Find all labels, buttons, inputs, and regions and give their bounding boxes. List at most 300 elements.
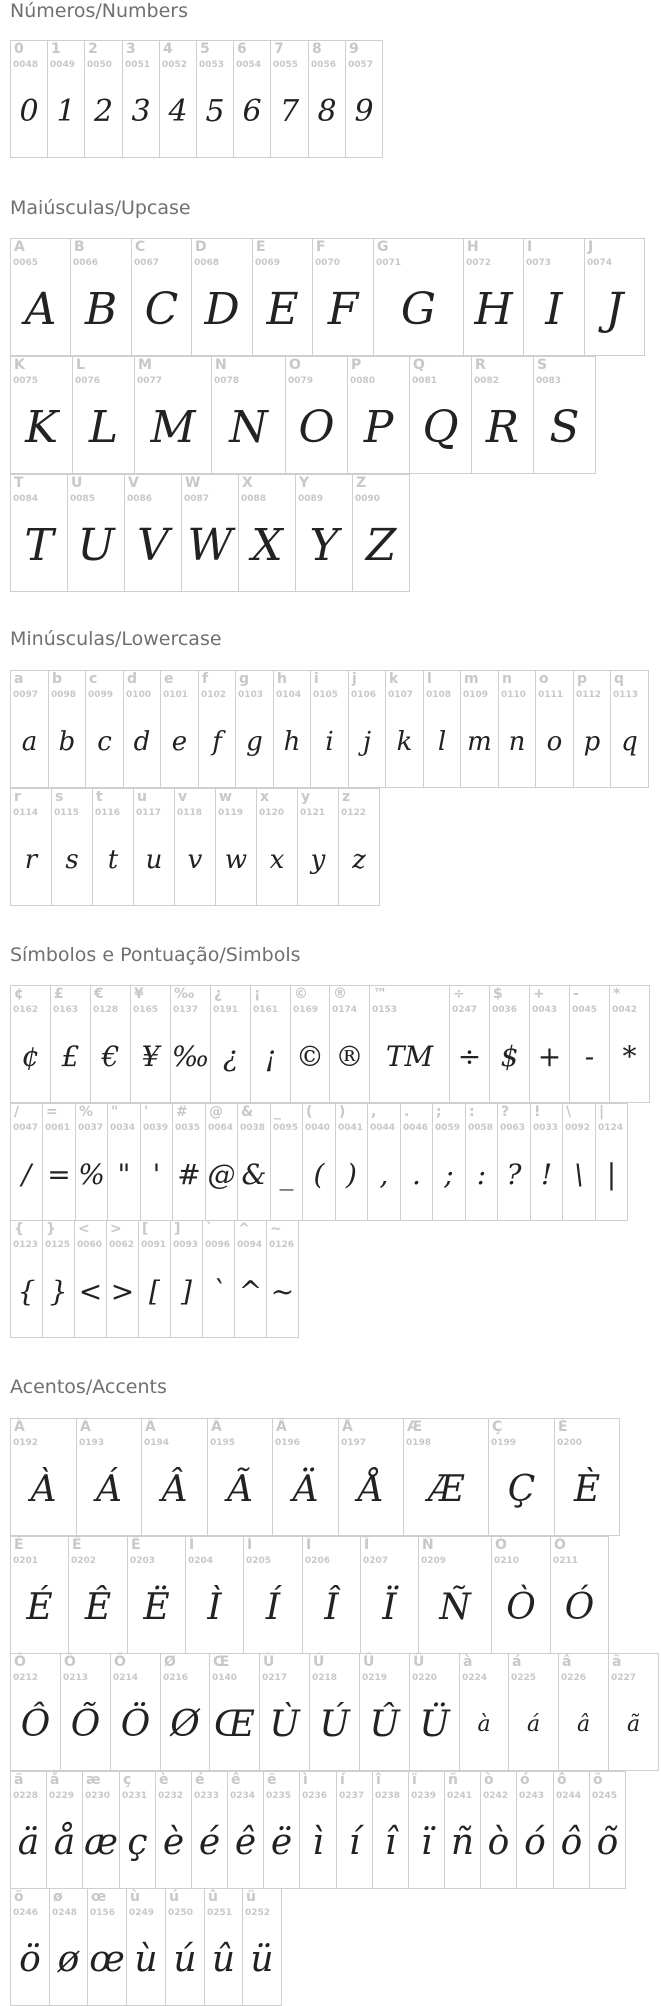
glyph-code-label: 0038	[240, 1123, 266, 1133]
glyph-sample: Ç	[507, 1469, 536, 1510]
glyph-code-label: 0251	[207, 1908, 233, 1918]
glyph-cell	[459, 1653, 509, 1771]
glyph-char-label: Ö	[114, 1654, 126, 1670]
glyph-sample: Ê	[84, 1587, 112, 1628]
glyph-cell	[70, 238, 132, 356]
glyph-code-label: 0126	[269, 1240, 295, 1250]
glyph-cell	[263, 1771, 300, 1889]
glyph-code-label: 0107	[388, 690, 414, 700]
glyph-code-label: 0227	[611, 1673, 637, 1683]
glyph-code-label: 0219	[362, 1673, 388, 1683]
glyph-cell	[10, 985, 51, 1103]
glyph-sample: Œ	[214, 1704, 255, 1745]
glyph-sample: ¢	[21, 1040, 40, 1073]
glyph-code-label: 0202	[71, 1556, 97, 1566]
glyph-code-label: 0249	[129, 1908, 155, 1918]
glyph-sample: .	[412, 1158, 421, 1191]
glyph-code-label: 0116	[95, 808, 121, 818]
glyph-code-label: 0058	[468, 1123, 494, 1133]
glyph-sample: ©	[296, 1040, 324, 1073]
glyph-sample: ü	[250, 1939, 274, 1980]
glyph-sample: #	[177, 1158, 201, 1191]
glyph-cell	[84, 40, 123, 158]
glyph-sample: Q	[422, 402, 459, 453]
glyph-char-label: a	[14, 671, 24, 687]
symbols-row	[10, 985, 649, 1102]
glyph-code-label: 0063	[500, 1123, 526, 1133]
glyph-sample: ÷	[457, 1040, 482, 1073]
glyph-char-label: d	[127, 671, 138, 687]
glyph-sample: ~	[270, 1275, 295, 1308]
glyph-cell	[312, 238, 374, 356]
glyph-code-label: 0071	[376, 258, 402, 268]
glyph-char-label: C	[135, 239, 146, 255]
glyph-sample: ‰	[171, 1040, 210, 1073]
glyph-sample: o	[546, 727, 563, 757]
glyph-sample: M	[150, 402, 196, 453]
glyph-sample: e	[171, 727, 188, 757]
glyph-char-label: ÷	[453, 986, 465, 1002]
glyph-code-label: 0079	[288, 376, 314, 386]
glyph-cell	[348, 670, 386, 788]
glyph-char-label: l	[427, 671, 432, 687]
glyph-cell	[10, 1103, 43, 1221]
glyph-sample: ì	[312, 1822, 324, 1863]
glyph-code-label: 0084	[13, 494, 39, 504]
glyph-sample: Ë	[143, 1587, 170, 1628]
glyph-sample: V	[137, 520, 169, 571]
glyph-code-label: 0086	[127, 494, 153, 504]
glyph-cell	[234, 1220, 267, 1338]
glyph-sample: Ø	[170, 1704, 200, 1745]
glyph-char-label: ù	[130, 1889, 140, 1905]
glyph-char-label: :	[469, 1104, 475, 1120]
glyph-code-label: 0093	[173, 1240, 199, 1250]
glyph-code-label: 0080	[350, 376, 376, 386]
glyph-char-label: €	[94, 986, 104, 1002]
glyph-cell	[553, 1771, 590, 1889]
glyph-cell	[204, 1888, 243, 2006]
glyph-code-label: 0242	[483, 1791, 509, 1801]
glyph-cell	[489, 985, 530, 1103]
glyph-char-label: K	[14, 357, 25, 373]
glyph-char-label: Ú	[313, 1654, 325, 1670]
glyph-code-label: 0192	[13, 1438, 39, 1448]
glyph-sample: a	[21, 727, 38, 757]
glyph-cell	[367, 1103, 401, 1221]
glyph-char-label: ~	[270, 1221, 282, 1237]
glyph-code-label: 0043	[532, 1005, 558, 1015]
glyph-char-label: Ã	[211, 1419, 222, 1435]
glyph-code-label: 0244	[556, 1791, 582, 1801]
glyph-sample: Ä	[292, 1469, 319, 1510]
glyph-code-label: 0213	[63, 1673, 89, 1683]
glyph-code-label: 0088	[241, 494, 267, 504]
glyph-cell	[535, 670, 574, 788]
glyph-sample: Á	[96, 1469, 122, 1510]
glyph-code-label: 0206	[305, 1556, 331, 1566]
glyph-char-label: ?	[501, 1104, 510, 1120]
glyph-cell	[352, 474, 410, 592]
glyph-char-label: h	[277, 671, 287, 687]
glyph-char-label: e	[164, 671, 174, 687]
glyph-sample: A	[24, 284, 57, 335]
glyph-char-label: 9	[349, 41, 359, 57]
glyph-char-label: T	[14, 475, 24, 491]
glyph-sample: _	[279, 1158, 294, 1191]
glyph-char-label: R	[475, 357, 486, 373]
glyph-cell	[360, 1536, 419, 1654]
glyph-cell	[49, 1888, 88, 2006]
glyph-code-label: 0083	[536, 376, 562, 386]
glyph-code-label: 0234	[230, 1791, 256, 1801]
glyph-sample: ®	[335, 1040, 364, 1073]
glyph-sample: ö	[19, 1939, 41, 1980]
glyph-cell	[10, 1220, 43, 1338]
glyph-code-label: 0124	[598, 1123, 624, 1133]
glyph-code-label: 0243	[519, 1791, 545, 1801]
glyph-char-label: ¡	[254, 986, 261, 1002]
glyph-cell	[67, 474, 125, 592]
glyph-cell	[10, 238, 71, 356]
glyph-sample: n	[508, 727, 526, 757]
glyph-code-label: 0108	[426, 690, 452, 700]
glyph-cell	[290, 985, 330, 1103]
glyph-char-label: Ù	[263, 1654, 275, 1670]
glyph-sample: X	[251, 520, 283, 571]
glyph-sample: Ú	[319, 1704, 350, 1745]
glyph-cell	[302, 1536, 361, 1654]
glyph-cell	[202, 1220, 235, 1338]
glyph-code-label: 0198	[406, 1438, 432, 1448]
glyph-code-label: 0053	[199, 60, 225, 70]
glyph-cell	[159, 40, 197, 158]
glyph-cell	[530, 1103, 563, 1221]
glyph-sample: È	[573, 1469, 601, 1510]
glyph-char-label: 7	[274, 41, 284, 57]
glyph-cell	[295, 474, 353, 592]
glyph-cell	[235, 670, 274, 788]
glyph-code-label: 0091	[141, 1240, 167, 1250]
glyph-cell	[92, 788, 134, 906]
glyph-cell	[74, 1220, 107, 1338]
glyph-code-label: 0064	[208, 1123, 234, 1133]
glyph-sample: x	[269, 845, 285, 875]
glyph-char-label: D	[195, 239, 207, 255]
glyph-cell	[10, 356, 73, 474]
glyph-sample: ò	[487, 1822, 510, 1863]
numbers-row	[10, 40, 382, 157]
glyph-code-label: 0214	[113, 1673, 139, 1683]
glyph-char-label: \	[566, 1104, 572, 1120]
glyph-sample: Æ	[427, 1469, 465, 1510]
glyph-code-label: 0224	[462, 1673, 488, 1683]
glyph-sample: S	[549, 402, 580, 453]
glyph-char-label: ;	[436, 1104, 442, 1120]
glyph-cell	[124, 474, 182, 592]
glyph-cell	[185, 1536, 244, 1654]
glyph-code-label: 0241	[447, 1791, 473, 1801]
glyph-code-label: 0210	[494, 1556, 520, 1566]
lowercase-row	[10, 788, 379, 905]
glyph-char-label: !	[534, 1104, 541, 1120]
glyph-char-label: |	[599, 1104, 605, 1120]
glyph-sample: G	[400, 284, 437, 335]
glyph-char-label: œ	[91, 1889, 107, 1905]
symbols-row	[10, 1220, 298, 1337]
glyph-sample: ù	[134, 1939, 158, 1980]
glyph-char-label: ¢	[14, 986, 24, 1002]
glyph-code-label: 0049	[50, 60, 76, 70]
glyph-char-label: ,	[371, 1104, 377, 1120]
glyph-code-label: 0112	[576, 690, 602, 700]
glyph-code-label: 0052	[162, 60, 188, 70]
glyph-sample: d	[133, 727, 151, 757]
glyph-sample: k	[396, 727, 413, 757]
upcase-row	[10, 474, 409, 591]
glyph-cell	[205, 1103, 238, 1221]
glyph-char-label: <	[78, 1221, 90, 1237]
glyph-char-label: Ê	[72, 1537, 82, 1553]
glyph-sample: |	[606, 1158, 617, 1191]
glyph-cell	[87, 1888, 127, 2006]
glyph-sample: ¡	[264, 1040, 277, 1073]
glyph-char-label: ™	[373, 986, 387, 1002]
glyph-cell	[273, 670, 311, 788]
glyph-char-label: g	[239, 671, 250, 687]
glyph-cell	[573, 670, 611, 788]
glyph-char-label: L	[76, 357, 85, 373]
glyph-sample: T	[24, 520, 54, 571]
glyph-sample: 1	[56, 94, 76, 129]
glyph-code-label: 0041	[338, 1123, 364, 1133]
glyph-code-label: 0056	[311, 60, 337, 70]
glyph-sample: ã	[626, 1712, 641, 1737]
glyph-cell	[160, 1653, 210, 1771]
glyph-char-label: î	[376, 1772, 381, 1788]
glyph-cell	[170, 985, 211, 1103]
glyph-code-label: 0235	[266, 1791, 292, 1801]
glyph-sample: =	[47, 1158, 71, 1191]
glyph-sample: '	[152, 1158, 161, 1191]
glyph-code-label: 0245	[592, 1791, 618, 1801]
glyph-sample: €	[101, 1040, 120, 1073]
glyph-cell	[165, 1888, 205, 2006]
glyph-cell	[516, 1771, 554, 1889]
glyph-char-label: i	[314, 671, 319, 687]
glyph-cell	[138, 1220, 171, 1338]
glyph-char-label: t	[96, 789, 103, 805]
glyph-char-label: b	[52, 671, 63, 687]
glyph-cell	[10, 1653, 61, 1771]
glyph-char-label: u	[137, 789, 147, 805]
glyph-code-label: 0250	[168, 1908, 194, 1918]
glyph-code-label: 0095	[273, 1123, 299, 1133]
glyph-cell	[130, 985, 171, 1103]
glyph-code-label: 0122	[341, 808, 367, 818]
glyph-sample: é	[198, 1822, 221, 1863]
glyph-code-label: 0101	[163, 690, 189, 700]
glyph-char-label: Œ	[213, 1654, 230, 1670]
glyph-sample: +	[537, 1040, 562, 1073]
glyph-char-label: 1	[51, 41, 61, 57]
glyph-code-label: 0092	[565, 1123, 591, 1133]
glyph-code-label: 0220	[412, 1673, 438, 1683]
glyph-code-label: 0046	[403, 1123, 429, 1133]
glyph-sample: å	[53, 1822, 76, 1863]
section-title-upcase: Maiúsculas/Upcase	[10, 197, 191, 219]
glyph-code-label: 0225	[511, 1673, 537, 1683]
glyph-code-label: 0035	[175, 1123, 201, 1133]
glyph-code-label: 0161	[253, 1005, 279, 1015]
glyph-code-label: 0068	[194, 258, 220, 268]
glyph-sample: Å	[358, 1469, 384, 1510]
glyph-code-label: 0137	[173, 1005, 199, 1015]
glyph-sample: œ	[89, 1939, 125, 1980]
glyph-char-label: æ	[86, 1772, 101, 1788]
glyph-char-label: 4	[163, 41, 173, 57]
glyph-sample: >	[110, 1275, 135, 1308]
glyph-char-label: Ç	[492, 1419, 503, 1435]
glyph-cell	[335, 1103, 368, 1221]
glyph-char-label: x	[260, 789, 270, 805]
glyph-cell	[42, 1220, 75, 1338]
glyph-code-label: 0191	[213, 1005, 239, 1015]
glyph-code-label: 0163	[53, 1005, 79, 1015]
glyph-code-label: 0100	[126, 690, 152, 700]
glyph-sample: (	[313, 1158, 325, 1191]
glyph-cell	[170, 1220, 203, 1338]
glyph-cell	[155, 1771, 192, 1889]
glyph-char-label: ¥	[134, 986, 144, 1002]
glyph-cell	[338, 1418, 404, 1536]
glyph-cell	[119, 1771, 156, 1889]
glyph-code-label: 0047	[13, 1123, 39, 1133]
glyph-code-label: 0077	[137, 376, 163, 386]
glyph-sample: f	[212, 727, 222, 757]
glyph-code-label: 0238	[375, 1791, 401, 1801]
glyph-code-label: 0247	[452, 1005, 478, 1015]
glyph-code-label: 0165	[133, 1005, 159, 1015]
glyph-char-label: Ë	[131, 1537, 141, 1553]
glyph-sample: Ó	[564, 1587, 595, 1628]
glyph-cell	[550, 1536, 609, 1654]
glyph-code-label: 0033	[533, 1123, 559, 1133]
glyph-sample: L	[88, 402, 119, 453]
glyph-char-label: p	[577, 671, 588, 687]
glyph-cell	[558, 1653, 609, 1771]
glyph-code-label: 0218	[312, 1673, 338, 1683]
glyph-char-label: õ	[593, 1772, 603, 1788]
glyph-sample: r	[24, 845, 38, 875]
glyph-cell	[252, 238, 313, 356]
glyph-sample: TM	[385, 1040, 434, 1073]
glyph-sample: ï	[420, 1822, 433, 1863]
glyph-cell	[68, 1536, 128, 1654]
glyph-sample: -	[584, 1040, 595, 1073]
glyph-char-label: û	[208, 1889, 218, 1905]
glyph-char-label: à	[463, 1654, 473, 1670]
glyph-sample: è	[162, 1822, 185, 1863]
glyph-sample: l	[437, 727, 447, 757]
glyph-char-label: ¿	[214, 986, 223, 1002]
glyph-code-label: 0117	[136, 808, 162, 818]
glyph-sample: w	[224, 845, 248, 875]
glyph-cell	[10, 1536, 69, 1654]
glyph-code-label: 0252	[245, 1908, 271, 1918]
glyph-char-label: &	[241, 1104, 254, 1120]
glyph-code-label: 0076	[75, 376, 101, 386]
glyph-char-label: É	[14, 1537, 24, 1553]
glyph-char-label: B	[74, 239, 85, 255]
glyph-char-label: -	[573, 986, 579, 1002]
glyph-char-label: Û	[363, 1654, 375, 1670]
glyph-sample: à	[477, 1712, 491, 1737]
glyph-sample: `	[211, 1275, 226, 1308]
glyph-cell	[259, 1653, 310, 1771]
glyph-sample: Õ	[70, 1704, 101, 1745]
glyph-char-label: W	[185, 475, 201, 491]
glyph-char-label: å	[50, 1772, 60, 1788]
glyph-cell	[369, 985, 450, 1103]
glyph-cell	[60, 1653, 111, 1771]
glyph-sample: !	[540, 1158, 553, 1191]
glyph-code-label: 0048	[13, 60, 39, 70]
glyph-cell	[48, 670, 86, 788]
glyph-sample: á	[526, 1712, 541, 1737]
glyph-sample: /	[21, 1158, 32, 1191]
glyph-char-label: è	[159, 1772, 169, 1788]
glyph-char-label: q	[614, 671, 625, 687]
glyph-sample: R	[485, 402, 520, 453]
glyph-char-label: H	[467, 239, 479, 255]
glyph-code-label: 0169	[293, 1005, 319, 1015]
glyph-char-label: A	[14, 239, 25, 255]
glyph-char-label: `	[206, 1221, 213, 1237]
glyph-sample: æ	[84, 1822, 118, 1863]
glyph-char-label: n	[502, 671, 512, 687]
section-title-numbers: Números/Numbers	[10, 0, 188, 22]
glyph-sample: m	[467, 727, 492, 757]
glyph-char-label: Á	[80, 1419, 91, 1435]
glyph-code-label: 0078	[214, 376, 240, 386]
glyph-char-label: V	[128, 475, 139, 491]
glyph-code-label: 0140	[212, 1673, 238, 1683]
glyph-code-label: 0082	[474, 376, 500, 386]
glyph-code-label: 0194	[144, 1438, 170, 1448]
glyph-code-label: 0248	[52, 1908, 78, 1918]
glyph-char-label: ]	[174, 1221, 181, 1237]
glyph-cell	[497, 1103, 531, 1221]
glyph-code-label: 0102	[201, 690, 227, 700]
glyph-char-label: Ó	[554, 1537, 566, 1553]
glyph-cell	[47, 40, 85, 158]
glyph-sample: 7	[279, 94, 300, 129]
glyph-sample: 2	[93, 94, 114, 129]
glyph-char-label: r	[14, 789, 21, 805]
glyph-cell	[409, 1653, 460, 1771]
glyph-cell	[215, 788, 257, 906]
glyph-char-label: ú	[169, 1889, 179, 1905]
glyph-char-label: U	[71, 475, 83, 491]
glyph-cell	[174, 788, 216, 906]
glyph-char-label: $	[493, 986, 503, 1002]
glyph-sample: t	[107, 845, 119, 875]
glyph-sample: h	[283, 727, 301, 757]
glyph-cell	[554, 1418, 620, 1536]
glyph-code-label: 0090	[355, 494, 381, 504]
glyph-cell	[403, 1418, 489, 1536]
